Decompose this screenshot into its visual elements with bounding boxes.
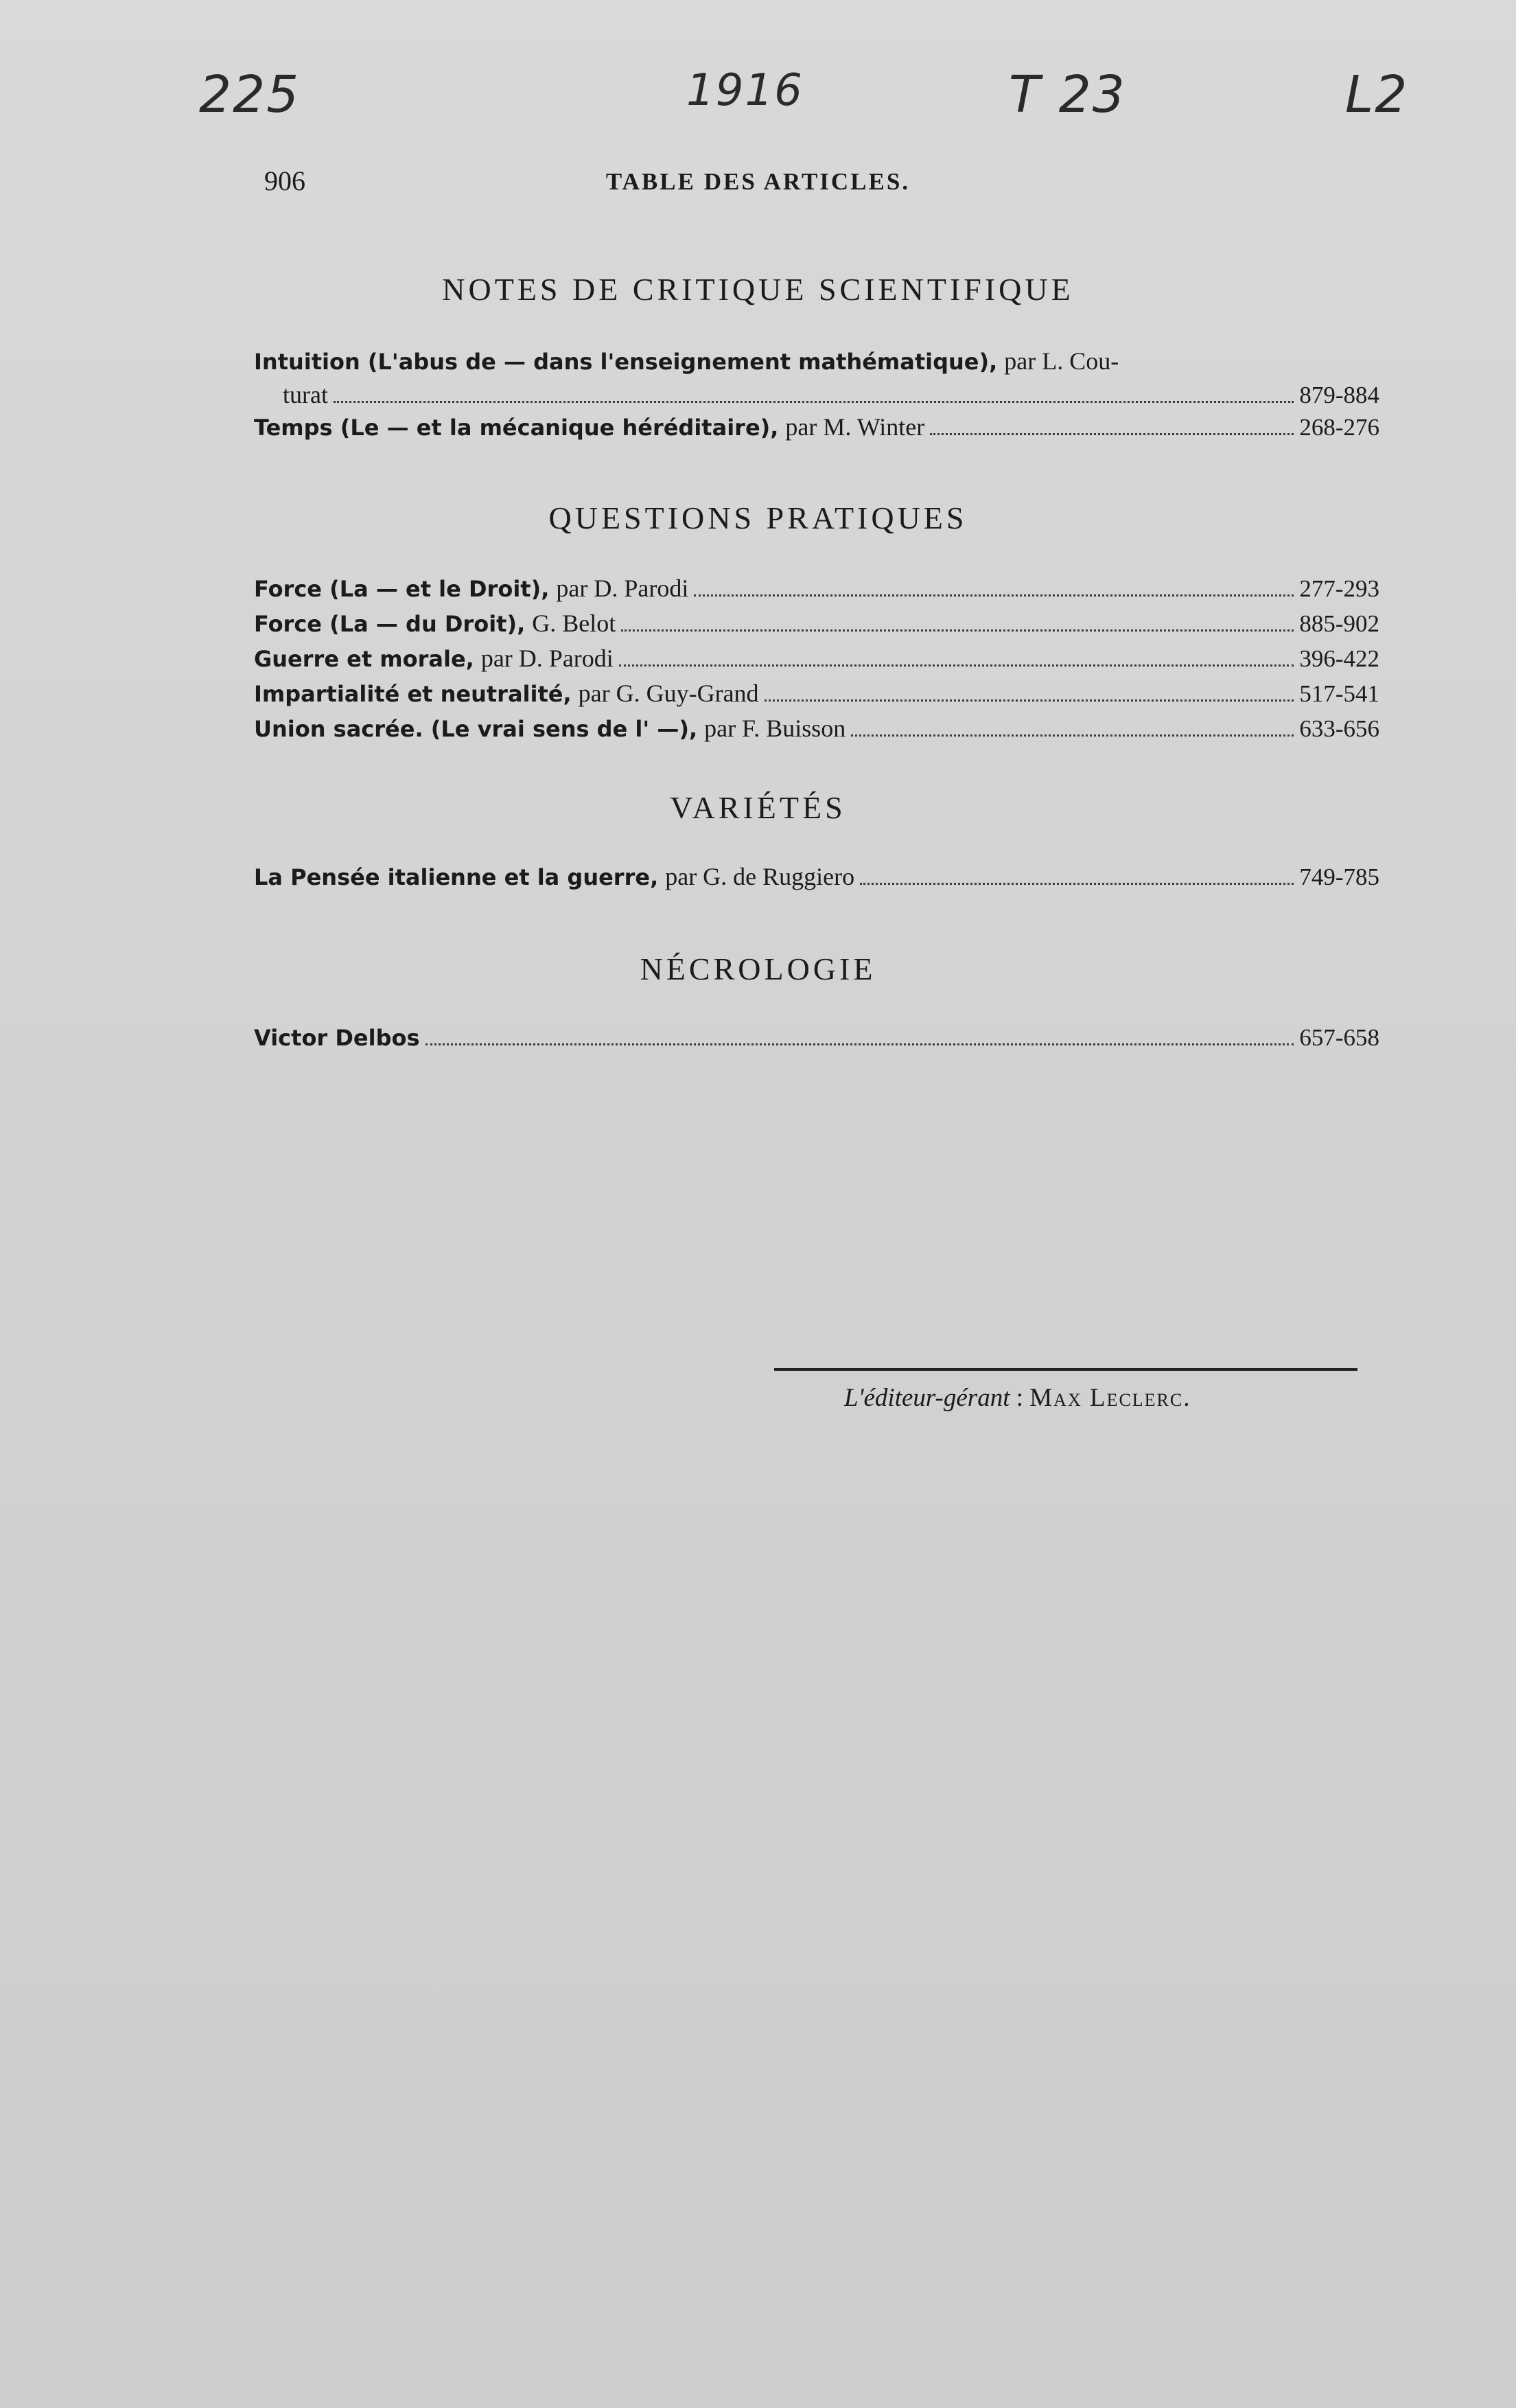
dot-leader — [851, 734, 1294, 737]
toc-entry — [254, 345, 1379, 412]
entry-pages: 885-902 — [1299, 610, 1379, 637]
entry-pages: 396-422 — [1299, 645, 1379, 672]
entry-author: par M. Winter — [785, 413, 925, 441]
toc-entry-line — [254, 642, 1379, 675]
entry-pages: 657-658 — [1299, 1024, 1379, 1051]
entry-keyword: Victor Delbos — [254, 1025, 420, 1051]
signature-separator: : — [1010, 1384, 1030, 1412]
footer-rule — [774, 1368, 1357, 1371]
handwritten-mark: L2 — [1345, 65, 1409, 124]
toc-entry — [254, 607, 1379, 640]
section-title-questions: QUESTIONS PRATIQUES — [548, 500, 968, 535]
editor-signature — [844, 1383, 1191, 1413]
toc-entry-line — [254, 1021, 1379, 1054]
toc-entry — [254, 677, 1379, 710]
entry-pages: 277-293 — [1299, 575, 1379, 602]
entry-keyword: Intuition (L'abus de — dans l'enseignement mathématique), — [254, 349, 998, 375]
entry-author: G. Belot — [532, 610, 616, 637]
handwritten-mark: T 23 — [1009, 65, 1126, 124]
entry-keyword: Guerre et morale, — [254, 646, 474, 672]
toc-entry-line — [254, 860, 1379, 894]
entry-author: par G. Guy-Grand — [578, 680, 759, 707]
entry-pages: 517-541 — [1299, 680, 1379, 707]
dot-leader — [860, 883, 1294, 885]
dot-leader — [619, 664, 1294, 667]
entry-author: par D. Parodi — [480, 645, 614, 672]
toc-entry-line — [254, 607, 1379, 640]
entry-author: par F. Buisson — [704, 715, 846, 742]
toc-entry-line — [254, 378, 1379, 412]
toc-entry-line — [254, 345, 1379, 378]
entry-keyword: Temps (Le — et la mécanique héréditaire), — [254, 415, 779, 441]
entry-continuation: turat — [283, 381, 328, 408]
section-title-varietes: VARIÉTÉS — [670, 790, 846, 825]
dot-leader — [765, 699, 1294, 702]
entry-keyword: Force (La — et le Droit), — [254, 576, 550, 602]
editor-role: L'éditeur-gérant — [844, 1384, 1010, 1412]
dot-leader — [425, 1043, 1294, 1045]
entry-keyword: La Pensée italienne et la guerre, — [254, 864, 659, 890]
entry-author: par D. Parodi — [556, 575, 689, 602]
section-title-necrologie: NÉCROLOGIE — [640, 951, 876, 986]
dot-leader — [930, 433, 1294, 435]
editor-name: Max Leclerc. — [1029, 1384, 1191, 1412]
entry-pages: 633-656 — [1299, 715, 1379, 742]
toc-entry-line — [254, 410, 1379, 444]
page-number: 906 — [264, 165, 305, 196]
dot-leader — [621, 629, 1294, 632]
toc-entry — [254, 572, 1379, 605]
toc-entry — [254, 642, 1379, 675]
toc-entry-line — [254, 712, 1379, 745]
toc-entry — [254, 860, 1379, 894]
entry-pages: 268-276 — [1299, 414, 1379, 441]
entry-keyword: Impartialité et neutralité, — [254, 681, 572, 707]
handwritten-mark: 1916 — [686, 65, 804, 116]
entry-author: par L. Cou- — [1004, 347, 1119, 375]
entry-pages: 749-785 — [1299, 864, 1379, 890]
dot-leader — [694, 594, 1294, 597]
toc-entry — [254, 1021, 1379, 1054]
toc-entry-line — [254, 572, 1379, 605]
toc-entry — [254, 410, 1379, 444]
handwritten-mark: 225 — [199, 65, 301, 124]
running-title: TABLE DES ARTICLES. — [605, 168, 911, 195]
entry-keyword: Force (La — du Droit), — [254, 611, 526, 637]
toc-entry-line — [254, 677, 1379, 710]
entry-author: par G. de Ruggiero — [665, 863, 855, 890]
section-title-notes: NOTES DE CRITIQUE SCIENTIFIQUE — [442, 272, 1074, 307]
toc-entry — [254, 712, 1379, 745]
entry-keyword: Union sacrée. (Le vrai sens de l' —), — [254, 716, 698, 742]
dot-leader — [334, 401, 1294, 403]
entry-pages: 879-884 — [1299, 382, 1379, 408]
